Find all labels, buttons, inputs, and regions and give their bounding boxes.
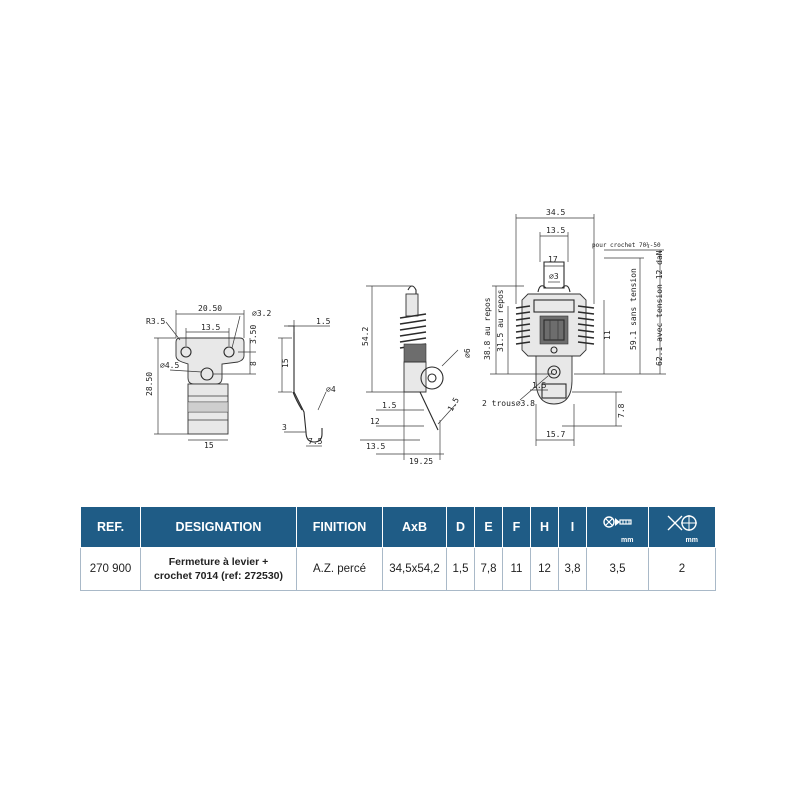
dim-text: 38.8 au repos: [483, 297, 492, 360]
header-countersink: [649, 507, 716, 548]
dim-text: ⌀6: [463, 348, 472, 358]
hook-side-view: [278, 317, 336, 446]
dim-text: 28.50: [145, 371, 154, 396]
dim-text: 11: [603, 330, 612, 340]
header-d: D: [447, 507, 475, 548]
dim-text: 31.5 au repos: [496, 289, 505, 352]
unit-label: mm: [685, 536, 698, 544]
dim-text: ⌀4.5: [160, 361, 180, 370]
spec-table: [80, 506, 716, 591]
header-ref: REF.: [81, 507, 141, 548]
dim-text: 2 trous⌀3.8: [482, 399, 535, 408]
header-f: F: [503, 507, 531, 548]
screw-icon: [602, 510, 634, 542]
latch-side-view: [360, 286, 472, 466]
dim-text: 3: [282, 423, 287, 432]
cell-screw: 3,5: [587, 548, 649, 591]
cell-finition: A.Z. percé: [297, 548, 383, 591]
dim-text: 59.1 sans tension: [629, 268, 638, 350]
dim-text: 13.5: [201, 323, 221, 332]
dim-text: 62.1 avec tension 12 daN: [655, 250, 664, 366]
header-finition: FINITION: [297, 507, 383, 548]
cell-e: 7,8: [475, 548, 503, 591]
dim-text: 1.5: [445, 395, 461, 413]
dim-text: 13.5: [366, 442, 386, 451]
dim-text: 1.5: [316, 317, 331, 326]
cell-ref: 270 900: [81, 548, 141, 591]
dim-text: 15.7: [546, 430, 566, 439]
dim-text: pour crochet 70¼-50: [592, 242, 661, 249]
latch-front-view: [482, 208, 666, 446]
dim-text: 1.5: [382, 401, 397, 410]
cell-d: 1,5: [447, 548, 475, 591]
header-i: I: [559, 507, 587, 548]
dim-text: 3.50: [249, 324, 258, 344]
dim-text: 34.5: [546, 208, 566, 217]
hook-plate-view: [145, 304, 271, 450]
cell-count: 2: [649, 548, 716, 591]
dim-text: 1.5: [532, 381, 547, 390]
dim-text: 19.25: [409, 457, 434, 466]
dim-text: 12: [370, 417, 380, 426]
dim-text: 20.50: [198, 304, 223, 313]
header-screw: [587, 507, 649, 548]
unit-label: mm: [621, 536, 634, 544]
dim-text: 17: [548, 255, 558, 264]
dim-text: 15: [204, 441, 214, 450]
header-e: E: [475, 507, 503, 548]
header-axb: AxB: [383, 507, 447, 548]
dim-text: 7.5: [308, 437, 323, 446]
designation-line: Fermeture à levier +: [168, 556, 269, 568]
dim-text: ⌀3: [549, 272, 559, 281]
countersink-icon: [666, 510, 698, 542]
dim-text: 15: [281, 358, 290, 368]
cell-designation: [141, 548, 297, 591]
cell-f: 11: [503, 548, 531, 591]
dim-text: 13.5: [546, 226, 566, 235]
cell-i: 3,8: [559, 548, 587, 591]
cell-axb: 34,5x54,2: [383, 548, 447, 591]
header-h: H: [531, 507, 559, 548]
dim-text: ⌀4: [326, 385, 336, 394]
dim-text: R3.5: [146, 317, 166, 326]
table-header-row: [81, 507, 716, 548]
dim-text: 8: [249, 361, 258, 366]
header-designation: DESIGNATION: [141, 507, 297, 548]
table-row: [81, 548, 716, 591]
cell-h: 12: [531, 548, 559, 591]
dim-text: 54.2: [361, 326, 370, 346]
dim-text: 7.8: [617, 403, 626, 418]
dim-text: ⌀3.2: [252, 309, 272, 318]
designation-line: crochet 7014 (ref: 272530): [154, 570, 283, 582]
